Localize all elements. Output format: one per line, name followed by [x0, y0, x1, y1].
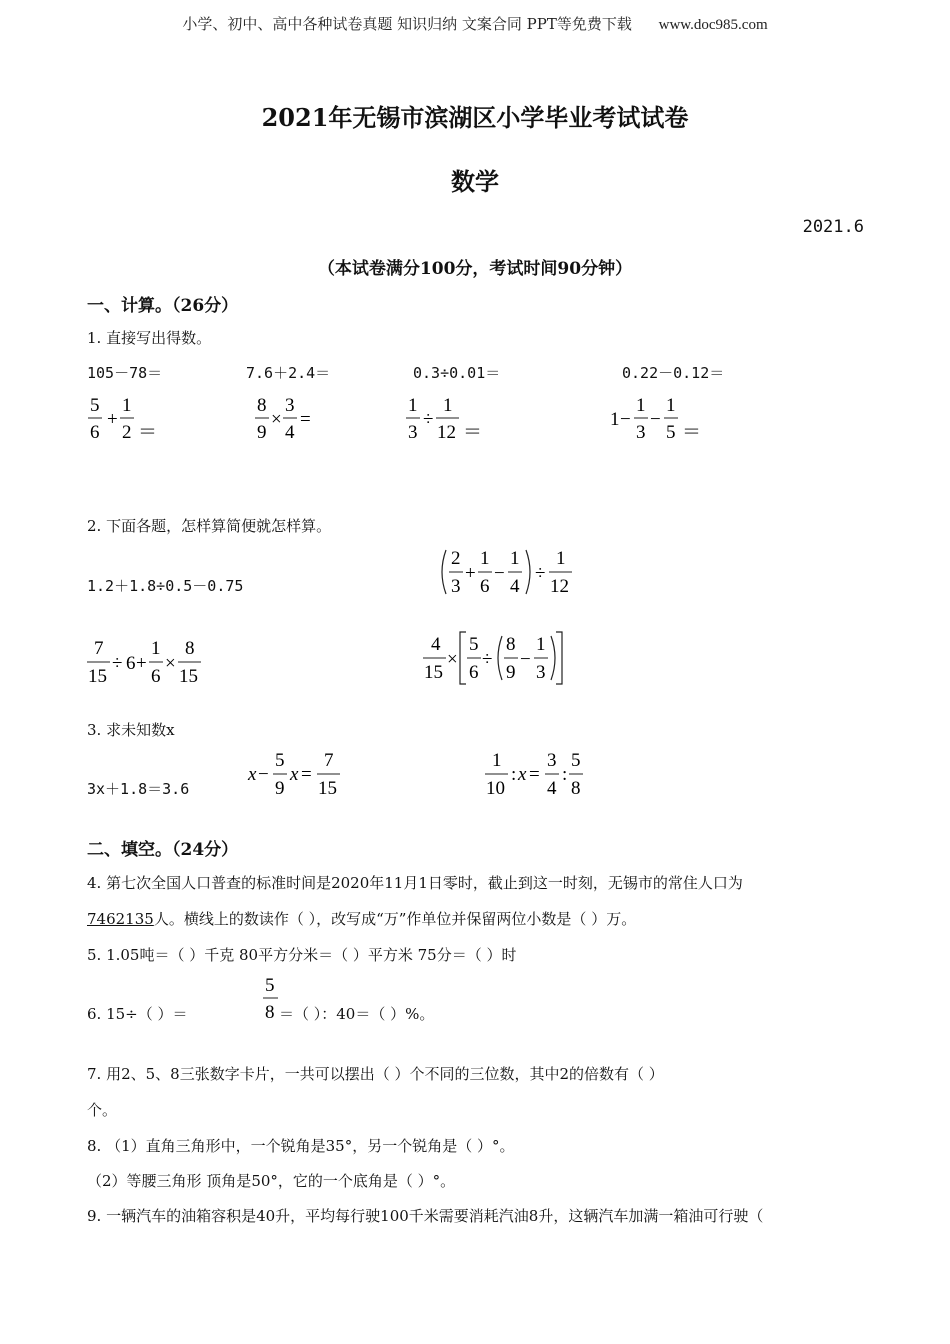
svg-text:4: 4	[547, 778, 557, 799]
q1-item-3: 0.3÷0.01＝	[413, 364, 501, 382]
svg-text:2: 2	[122, 422, 132, 443]
svg-text:3: 3	[451, 576, 461, 597]
q1-frac-item-3	[405, 393, 495, 449]
svg-text:4: 4	[431, 634, 441, 655]
svg-text:1: 1	[610, 409, 620, 430]
svg-text:8: 8	[265, 1002, 275, 1023]
svg-text:8: 8	[257, 395, 267, 416]
svg-text:+: +	[465, 563, 476, 584]
q4-population-number: 7462135	[87, 910, 154, 928]
svg-text:5: 5	[469, 634, 479, 655]
svg-text:+: +	[107, 409, 118, 430]
q4-line2	[87, 908, 636, 929]
svg-text:12: 12	[437, 422, 456, 443]
q1-frac-item-1	[86, 393, 166, 449]
svg-text:−: −	[520, 649, 531, 670]
svg-text:9: 9	[257, 422, 267, 443]
svg-text:−: −	[258, 764, 269, 785]
svg-text:x: x	[248, 764, 257, 785]
q2-d-expr	[422, 630, 572, 688]
q3-b	[246, 749, 356, 809]
q8-part2: （2）等腰三角形 顶角是50°，它的一个底角是（ ）°。	[87, 1172, 456, 1190]
svg-text:=: =	[529, 764, 540, 785]
svg-text:4: 4	[510, 576, 520, 597]
svg-text:9: 9	[275, 778, 285, 799]
svg-text:−: −	[620, 409, 631, 430]
svg-text:7: 7	[94, 638, 104, 659]
svg-text:−: −	[650, 409, 661, 430]
q1-item-1: 105－78＝	[87, 364, 163, 382]
svg-text:12: 12	[550, 576, 569, 597]
q1-item-4: 0.22－0.12＝	[622, 364, 725, 382]
q7-line1: 7. 用2、5、8三张数字卡片，一共可以摆出（ ）个不同的三位数，其中2的倍数有（ ）	[87, 1065, 664, 1083]
svg-text:5: 5	[90, 395, 100, 416]
svg-text:1: 1	[408, 395, 418, 416]
svg-text:5: 5	[265, 975, 275, 996]
svg-text:÷: ÷	[482, 649, 493, 670]
svg-text:x: x	[290, 764, 299, 785]
header-url: www.doc985.com	[658, 17, 768, 33]
svg-text:1: 1	[556, 548, 566, 569]
q2-d	[422, 630, 572, 694]
svg-text:+: +	[136, 653, 147, 674]
svg-text:7: 7	[324, 750, 334, 771]
svg-text:1: 1	[510, 548, 520, 569]
q1-frac-expr-2	[254, 393, 334, 443]
svg-text:−: −	[494, 563, 505, 584]
q2-b-expr	[438, 546, 578, 600]
q9: 9. 一辆汽车的油箱容积是40升，平均每行驶100千米需要消耗汽油8升，这辆汽车加满一箱油可行驶（	[87, 1207, 764, 1225]
svg-text:＝: ＝	[682, 422, 702, 443]
svg-text:9: 9	[506, 662, 516, 683]
q2-label: 2. 下面各题，怎样算简便就怎样算。	[87, 517, 332, 535]
q4-line1: 4. 第七次全国人口普查的标准时间是2020年11月1日零时，截止到这一时刻，无锡市的常住人口为	[87, 874, 743, 892]
q6-prefix: 6. 15÷（ ）＝	[87, 1005, 188, 1023]
q3-b-expr	[246, 749, 356, 803]
header-text: 小学、初中、高中各种试卷真题 知识归纳 文案合同 PPT等免费下载	[182, 15, 632, 33]
svg-text:8: 8	[185, 638, 195, 659]
q3-label: 3. 求未知数x	[87, 721, 175, 739]
svg-text:×: ×	[271, 409, 282, 430]
svg-text:＝: ＝	[463, 422, 483, 443]
svg-text::: :	[562, 764, 568, 785]
svg-text:6: 6	[90, 422, 100, 443]
q4-line2-text: 人。横线上的数读作（ ），改写成“万”作单位并保留两位小数是（ ）万。	[153, 910, 637, 928]
q8-part1: 8. （1）直角三角形中，一个锐角是35°，另一个锐角是（ ）°。	[87, 1137, 515, 1155]
svg-text:5: 5	[666, 422, 676, 443]
svg-text:3: 3	[408, 422, 418, 443]
q5: 5. 1.05吨＝（ ）千克 80平方分米＝（ ）平方米 75分＝（ ）时	[87, 946, 517, 964]
svg-text:8: 8	[571, 778, 581, 799]
svg-text:1: 1	[536, 634, 546, 655]
svg-text:×: ×	[447, 649, 458, 670]
q2-a: 1.2＋1.8÷0.5－0.75	[87, 577, 244, 595]
svg-text:3: 3	[285, 395, 295, 416]
svg-text:＝: ＝	[138, 422, 158, 443]
svg-text:6: 6	[469, 662, 479, 683]
svg-text:x: x	[518, 764, 527, 785]
svg-text:÷: ÷	[112, 653, 123, 674]
q2-b	[438, 546, 578, 606]
svg-text:6: 6	[480, 576, 490, 597]
svg-text:=: =	[301, 764, 312, 785]
svg-text:3: 3	[636, 422, 646, 443]
svg-text:15: 15	[88, 666, 107, 687]
exam-title: 2021年无锡市滨湖区小学毕业考试试卷	[261, 103, 689, 132]
svg-text::: :	[511, 764, 517, 785]
svg-text:15: 15	[318, 778, 337, 799]
q3-c-expr	[484, 749, 594, 803]
svg-text:3: 3	[536, 662, 546, 683]
q1-frac-expr-3	[405, 393, 495, 443]
q2-c	[86, 636, 216, 696]
svg-text:÷: ÷	[423, 409, 434, 430]
svg-text:1: 1	[443, 395, 453, 416]
svg-text:8: 8	[506, 634, 516, 655]
q1-frac-item-2	[254, 393, 334, 449]
svg-text:÷: ÷	[535, 563, 546, 584]
exam-date: 2021.6	[802, 217, 864, 237]
q2-c-expr	[86, 636, 216, 690]
svg-text:5: 5	[571, 750, 581, 771]
section1-heading: 一、计算。（26分）	[87, 296, 239, 316]
exam-subject: 数学	[451, 167, 499, 196]
exam-note: （本试卷满分100分，考试时间90分钟）	[317, 259, 633, 279]
svg-text:1: 1	[492, 750, 502, 771]
q1-frac-item-4	[610, 393, 710, 449]
q1-item-2: 7.6＋2.4＝	[246, 364, 331, 382]
q3-c	[484, 749, 594, 809]
svg-text:6: 6	[151, 666, 161, 687]
svg-text:10: 10	[486, 778, 505, 799]
svg-text:1: 1	[480, 548, 490, 569]
svg-text:6: 6	[126, 653, 136, 674]
q1-label: 1. 直接写出得数。	[87, 329, 212, 347]
svg-text:=: =	[300, 409, 311, 430]
svg-text:15: 15	[179, 666, 198, 687]
svg-text:1: 1	[122, 395, 132, 416]
svg-text:1: 1	[151, 638, 161, 659]
svg-text:15: 15	[424, 662, 443, 683]
q1-frac-expr-1	[86, 393, 166, 443]
q7-line2: 个。	[87, 1101, 118, 1119]
q6-suffix: ＝（ ）：40＝（ ）%。	[279, 1005, 435, 1023]
svg-text:×: ×	[165, 653, 176, 674]
q3-a: 3x＋1.8＝3.6	[87, 780, 190, 798]
svg-text:1: 1	[636, 395, 646, 416]
svg-text:1: 1	[666, 395, 676, 416]
site-header	[0, 13, 950, 34]
svg-text:5: 5	[275, 750, 285, 771]
q1-frac-expr-4	[610, 393, 710, 443]
svg-text:2: 2	[451, 548, 461, 569]
svg-text:4: 4	[285, 422, 295, 443]
svg-text:3: 3	[547, 750, 557, 771]
section2-heading: 二、填空。（24分）	[87, 840, 239, 860]
